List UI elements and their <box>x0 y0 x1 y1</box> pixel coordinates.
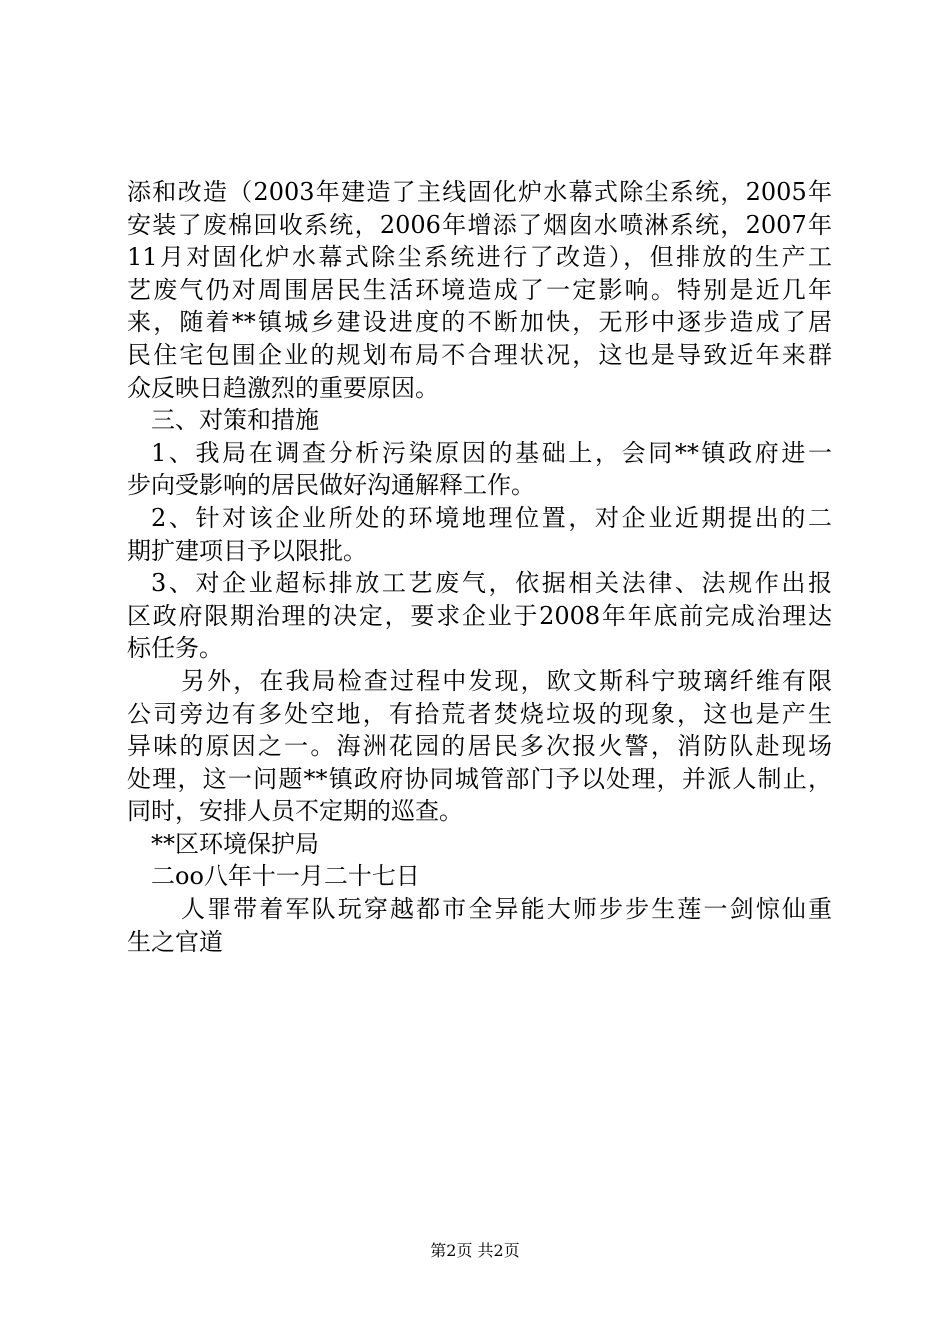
text-line: 众反映日趋激烈的重要原因。 <box>127 373 439 402</box>
text-line: 同时，安排人员不定期的巡查。 <box>127 797 463 826</box>
text-line: 三、对策和措施 <box>151 406 319 435</box>
text-line: 生之官道 <box>127 927 223 956</box>
text-line: 民住宅包围企业的规划布局不合理状况，这也是导致近年来群 <box>127 340 832 369</box>
text-line: 另外，在我局检查过程中发现，欧文斯科宁玻璃纤维有限 <box>181 666 832 695</box>
text-line: 添和改造（2003年建造了主线固化炉水幕式除尘系统，2005年 <box>127 178 832 206</box>
text-line: 来，随着**镇城乡建设进度的不断加快，无形中逐步造成了居 <box>127 308 832 337</box>
text-line: 2、针对该企业所处的环境地理位置，对企业近期提出的二 <box>151 503 832 532</box>
text-line: 标任务。 <box>127 634 223 663</box>
text-line: 公司旁边有多处空地，有拾荒者焚烧垃圾的现象，这也是产生 <box>127 699 832 728</box>
text-line: 3、对企业超标排放工艺废气，依据相关法律、法规作出报 <box>151 569 832 598</box>
text-line: 安装了废棉回收系统，2006年增添了烟囱水喷淋系统，2007年 <box>127 210 832 239</box>
text-line: 处理，这一问题**镇政府协同城管部门予以处理，并派人制止， <box>127 764 832 793</box>
text-line: 区政府限期治理的决定，要求企业于2008年年底前完成治理达 <box>127 601 832 630</box>
text-line: 步向受影响的居民做好沟通解释工作。 <box>127 471 535 500</box>
text-line: **区环境保护局 <box>151 829 319 858</box>
text-line: 1、我局在调查分析污染原因的基础上，会同**镇政府进一 <box>151 438 832 467</box>
text-line: 11月对固化炉水幕式除尘系统进行了改造），但排放的生产工 <box>127 243 832 272</box>
page-footer: 第2页 共2页 <box>430 1241 520 1260</box>
text-line: 期扩建项目予以限批。 <box>127 536 367 565</box>
text-line: 二oo八年十一月二十七日 <box>151 862 420 891</box>
text-line: 异味的原因之一。海洲花园的居民多次报火警，消防队赴现场 <box>127 732 832 761</box>
text-line: 人罪带着军队玩穿越都市全异能大师步步生莲一剑惊仙重 <box>181 895 832 924</box>
text-line: 艺废气仍对周围居民生活环境造成了一定影响。特别是近几年 <box>127 275 832 304</box>
document-body <box>127 176 832 958</box>
